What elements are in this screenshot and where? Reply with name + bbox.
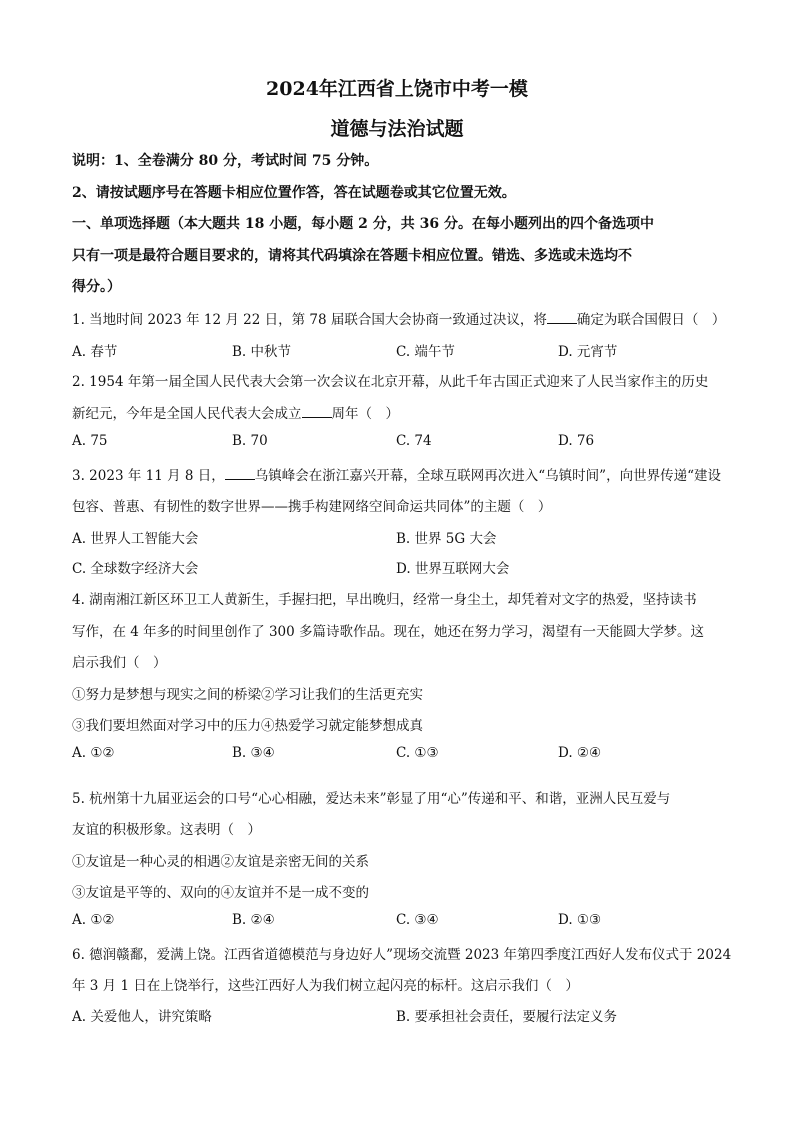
question-3-option-a: A. 世界人工智能大会 xyxy=(72,531,199,547)
question-3-option-b: B. 世界 5G 大会 xyxy=(396,531,497,547)
question-4-statements-2: ③我们要坦然面对学习中的压力④热爱学习就定能梦想成真 xyxy=(72,718,423,734)
question-1-option-c: C. 端午节 xyxy=(396,344,455,360)
question-3-option-d: D. 世界互联网大会 xyxy=(396,561,510,577)
section-1-heading-line-3: 得分。） xyxy=(72,279,121,295)
question-6-line-2: 年 3 月 1 日在上饶举行，这些江西好人为我们树立起闪亮的标杆。这启示我们（ ） xyxy=(72,978,579,994)
question-3-line-1 xyxy=(72,464,721,484)
question-6-line-1: 6. 德润赣鄱，爱满上饶。江西省道德模范与身边好人”现场交流暨 2023 年第四季度江西好人发布仪式于 2024 xyxy=(72,947,732,963)
question-4-option-d: D. ②④ xyxy=(558,745,602,761)
question-4-line-1: 4. 湖南湘江新区环卫工人黄新生，手握扫把，早出晚归，经常一身尘土，却凭着对文字的热爱，坚持读书 xyxy=(72,592,697,608)
question-3-text-a: 3. 2023 年 11 月 8 日， xyxy=(72,468,225,484)
question-4-option-a: A. ①② xyxy=(72,745,115,761)
question-6-option-a: A. 关爱他人，讲究策略 xyxy=(72,1009,212,1025)
question-3-option-c: C. 全球数字经济大会 xyxy=(72,561,199,577)
question-2-option-d: D. 76 xyxy=(558,433,595,449)
answer-blank xyxy=(547,311,577,324)
section-1-heading-line-2: 只有一项是最符合题目要求的，请将其代码填涂在答题卡相应位置。错选、多选或未选均不 xyxy=(72,248,632,264)
question-2-line-2 xyxy=(72,402,399,422)
question-5-line-2: 友谊的积极形象。这表明（ ） xyxy=(72,822,261,838)
exam-subtitle: 道德与法治试题 xyxy=(330,118,464,140)
question-5-statements-2: ③友谊是平等的、双向的④友谊并不是一成不变的 xyxy=(72,885,369,901)
question-3-text-b: 乌镇峰会在浙江嘉兴开幕，全球互联网再次进入“乌镇时间”，向世界传递“建设 xyxy=(254,468,721,484)
answer-blank xyxy=(302,405,332,418)
question-1-option-d: D. 元宵节 xyxy=(558,344,618,360)
question-4-line-3: 启示我们（ ） xyxy=(72,655,167,671)
question-5-option-a: A. ①② xyxy=(72,912,115,928)
question-5-statements-1: ①友谊是一种心灵的相遇②友谊是亲密无间的关系 xyxy=(72,854,369,870)
question-4-line-2: 写作，在 4 年多的时间里创作了 300 多篇诗歌作品。现在，她还在努力学习，渴望有一天能圆大学梦。这 xyxy=(72,624,705,640)
answer-blank xyxy=(225,467,255,480)
question-3-line-2: 包容、普惠、有韧性的数字世界——携手构建网络空间命运共同体”的主题（ ） xyxy=(72,499,552,515)
question-5-line-1: 5. 杭州第十九届亚运会的口号“心心相融，爱达未来”彰显了用“心”传递和平、和谐，亚洲人民互爱与 xyxy=(72,791,671,807)
question-4-option-b: B. ③④ xyxy=(232,745,275,761)
question-1-option-a: A. 春节 xyxy=(72,344,118,360)
question-1-text-b: 确定为联合国假日（ ） xyxy=(576,312,726,328)
question-5-option-c: C. ③④ xyxy=(396,912,439,928)
instructions-line-1: 说明：1、全卷满分 80 分，考试时间 75 分钟。 xyxy=(72,153,379,169)
question-6-option-b: B. 要承担社会责任，要履行法定义务 xyxy=(396,1009,618,1025)
question-1-stem xyxy=(72,308,725,328)
question-2-option-c: C. 74 xyxy=(396,433,432,449)
instructions-line-2: 2、请按试题序号在答题卡相应位置作答，答在试题卷或其它位置无效。 xyxy=(72,185,516,201)
question-2-text-b: 周年（ ） xyxy=(331,406,399,422)
section-1-heading-line-1: 一、单项选择题（本大题共 18 小题，每小题 2 分，共 36 分。在每小题列出的四个备选项中 xyxy=(72,216,654,232)
question-1-text-a: 1. 当地时间 2023 年 12 月 22 日，第 78 届联合国大会协商一致通过决议，将 xyxy=(72,312,547,328)
question-4-option-c: C. ①③ xyxy=(396,745,439,761)
question-2-option-a: A. 75 xyxy=(72,433,108,449)
question-2-text-a: 新纪元，今年是全国人民代表大会成立 xyxy=(72,406,302,422)
question-5-option-d: D. ①③ xyxy=(558,912,602,928)
question-5-option-b: B. ②④ xyxy=(232,912,275,928)
question-2-option-b: B. 70 xyxy=(232,433,268,449)
question-4-statements-1: ①努力是梦想与现实之间的桥梁②学习让我们的生活更充实 xyxy=(72,687,423,703)
question-1-option-b: B. 中秋节 xyxy=(232,344,292,360)
exam-title: 2024年江西省上饶市中考一模 xyxy=(266,78,528,100)
question-2-line-1: 2. 1954 年第一届全国人民代表大会第一次会议在北京开幕，从此千年古国正式迎来了人民当家作主的历史 xyxy=(72,374,709,390)
